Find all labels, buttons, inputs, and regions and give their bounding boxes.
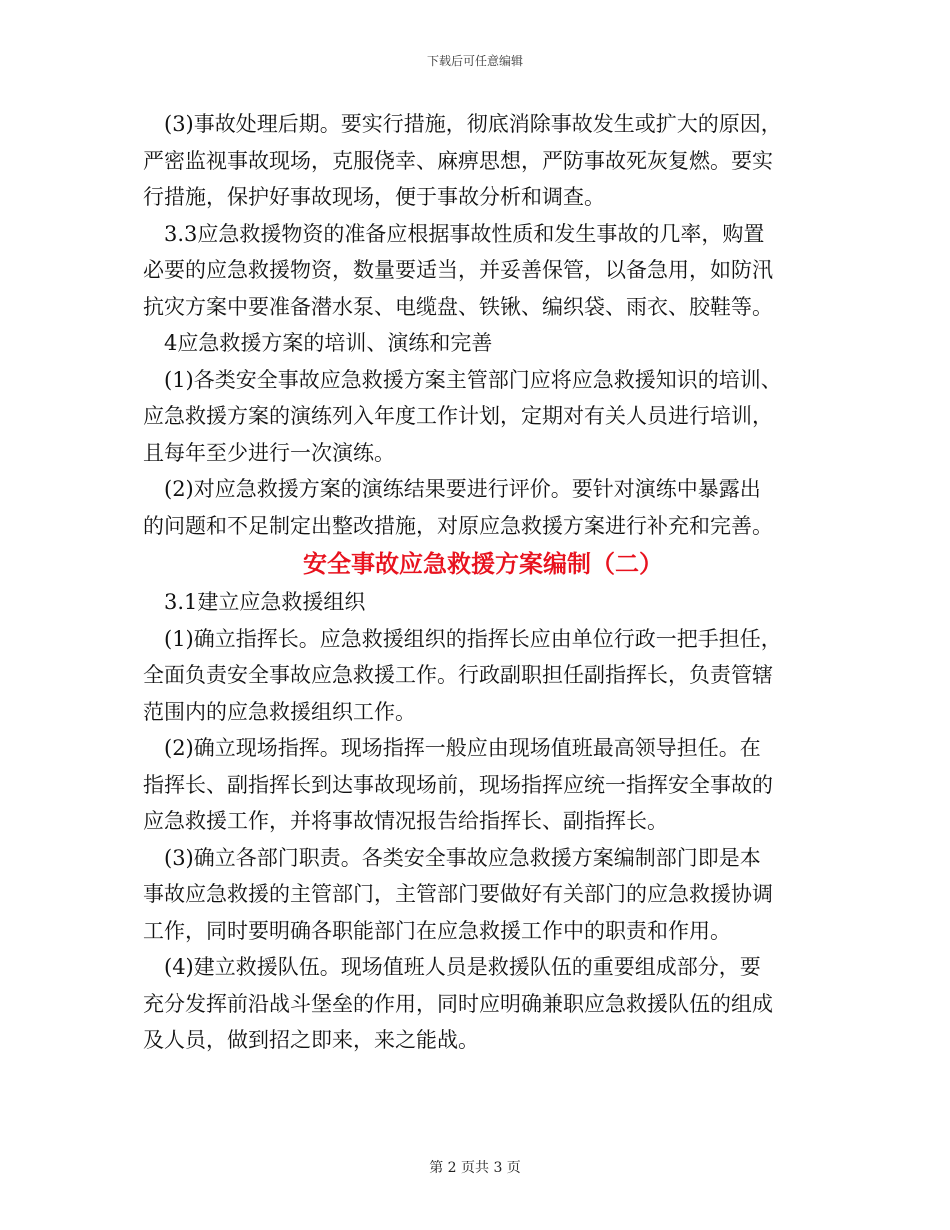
page-footer: 第 2 页共 3 页	[429, 1160, 521, 1176]
paragraph-department-duties: (3)确立各部门职责。各类安全事故应急救援方案编制部门即是本 事故应急救援的主管部门，主管部门要做好有关部门的应急救援协调 工作，同时要明确各职能部门在应急救援工作中的职责和作用。	[143, 845, 773, 943]
paragraph-org-heading: 3.1建立应急救援组织	[143, 590, 366, 614]
paragraph-rescue-team: (4)建立救援队伍。现场值班人员是救援队伍的重要组成部分，要 充分发挥前沿战斗堡垒的作用，同时应明确兼职应急救援队伍的组成 及人员，做到招之即来，来之能战。	[143, 955, 773, 1052]
document-body	[143, 106, 823, 1059]
paragraph-site-command: (2)确立现场指挥。现场指挥一般应由现场值班最高领导担任。在 指挥长、副指挥长到达事故现场前，现场指挥应统一指挥安全事故的 应急救援工作，并将事故情况报告给指挥长、副指挥长。	[143, 736, 773, 833]
paragraph-training-1: (1)各类安全事故应急救援方案主管部门应将应急救援知识的培训、 应急救援方案的演练列入年度工作计划，定期对有关人员进行培训， 且每年至少进行一次演练。	[143, 367, 782, 465]
page-header: 下载后可任意编辑	[426, 54, 523, 68]
paragraph-commander: (1)确立指挥长。应急救援组织的指挥长应由单位行政一把手担任， 全面负责安全事故应急救援工作。行政副职担任副指挥长，负责管辖 范围内的应急救援组织工作。	[143, 626, 782, 724]
paragraph-training-heading: 4应急救援方案的培训、演练和完善	[143, 331, 493, 355]
paragraph-supplies: 3.3应急救援物资的准备应根据事故性质和发生事故的几率，购置 必要的应急救援物资，数量要适当，并妥善保管，以备急用，如防汛 抗灾方案中要准备潜水泵、电缆盘、铁锹、编织袋、雨衣、胶鞋等。	[143, 221, 773, 319]
section-title: 安全事故应急救援方案编制（二）	[303, 550, 663, 578]
paragraph-training-2: (2)对应急救援方案的演练结果要进行评价。要针对演练中暴露出 的问题和不足制定出整改措施，对原应急救援方案进行补充和完善。	[143, 477, 773, 538]
paragraph-aftermath: (3)事故处理后期。要实行措施，彻底消除事故发生或扩大的原因， 严密监视事故现场，克服侥幸、麻痹思想，严防事故死灰复燃。要实 行措施，保护好事故现场，便于事故分析和调查。	[143, 112, 782, 209]
